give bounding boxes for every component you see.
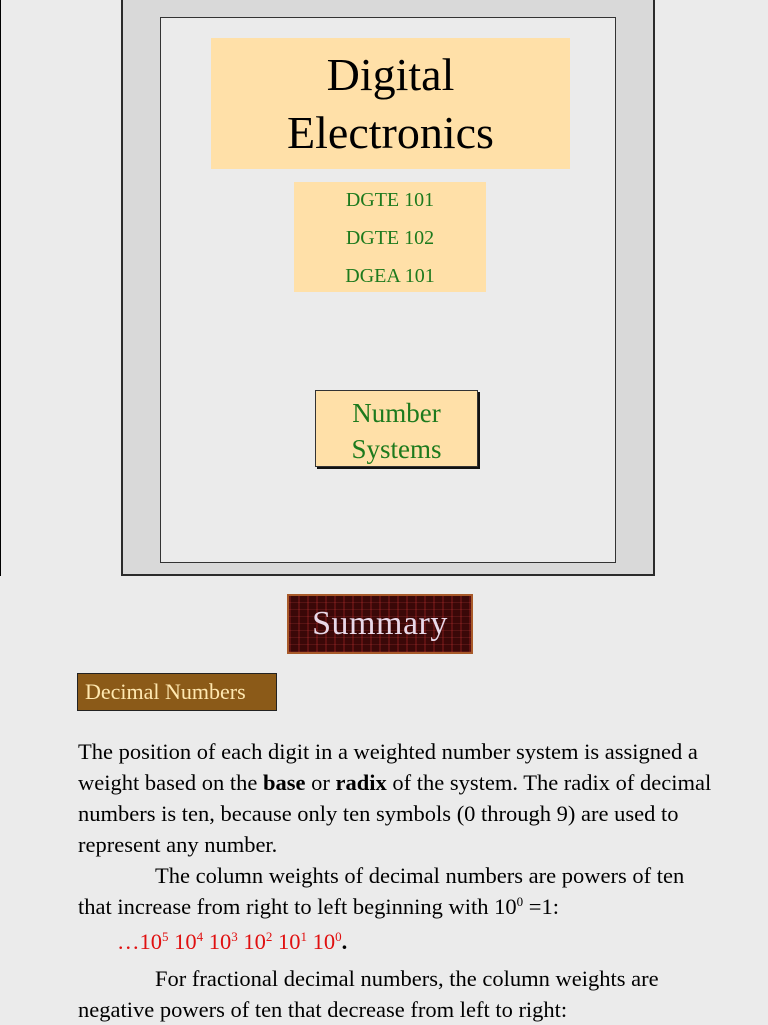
term-base: base <box>262 770 306 795</box>
topic-line-2: Systems <box>351 434 442 464</box>
left-divider <box>0 0 1 576</box>
section-heading: Decimal Numbers <box>77 673 277 711</box>
course-code: DGTE 101 <box>345 189 435 211</box>
course-code: DGEA 101 <box>345 265 435 287</box>
slide-frame <box>160 17 616 563</box>
title-line-1: Digital <box>326 48 455 100</box>
body-content <box>78 736 718 1025</box>
paragraph-radix: The position of each digit in a weighted number system is assigned a weight based on the base or radix of the system. The radix of decimal numbers is ten, because only ten symbols (0 through 9) are used to represent any number. <box>78 739 712 857</box>
slide-title <box>211 38 570 169</box>
title-line-2: Electronics <box>287 106 494 158</box>
topic-box <box>315 390 478 467</box>
paragraph-fractional: For fractional decimal numbers, the column weights are negative powers of ten that decrease from left to right: <box>78 966 659 1022</box>
summary-banner <box>287 594 473 654</box>
course-codes <box>294 182 486 292</box>
course-code: DGTE 102 <box>345 227 435 249</box>
paragraph-column-weights: The column weights of decimal numbers are powers of ten that increase from right to left beginning with $10^0 =1$: <box>78 863 685 919</box>
powers-of-ten: $\dots 10^5$ $10^4$ $10^3$ $10^2$ $10^1$ $10^0$. <box>117 929 348 954</box>
slide-thumbnail <box>121 0 655 576</box>
term-radix: radix <box>335 770 387 795</box>
summary-label: Summary <box>312 605 448 642</box>
topic-line-1: Number <box>352 398 441 428</box>
